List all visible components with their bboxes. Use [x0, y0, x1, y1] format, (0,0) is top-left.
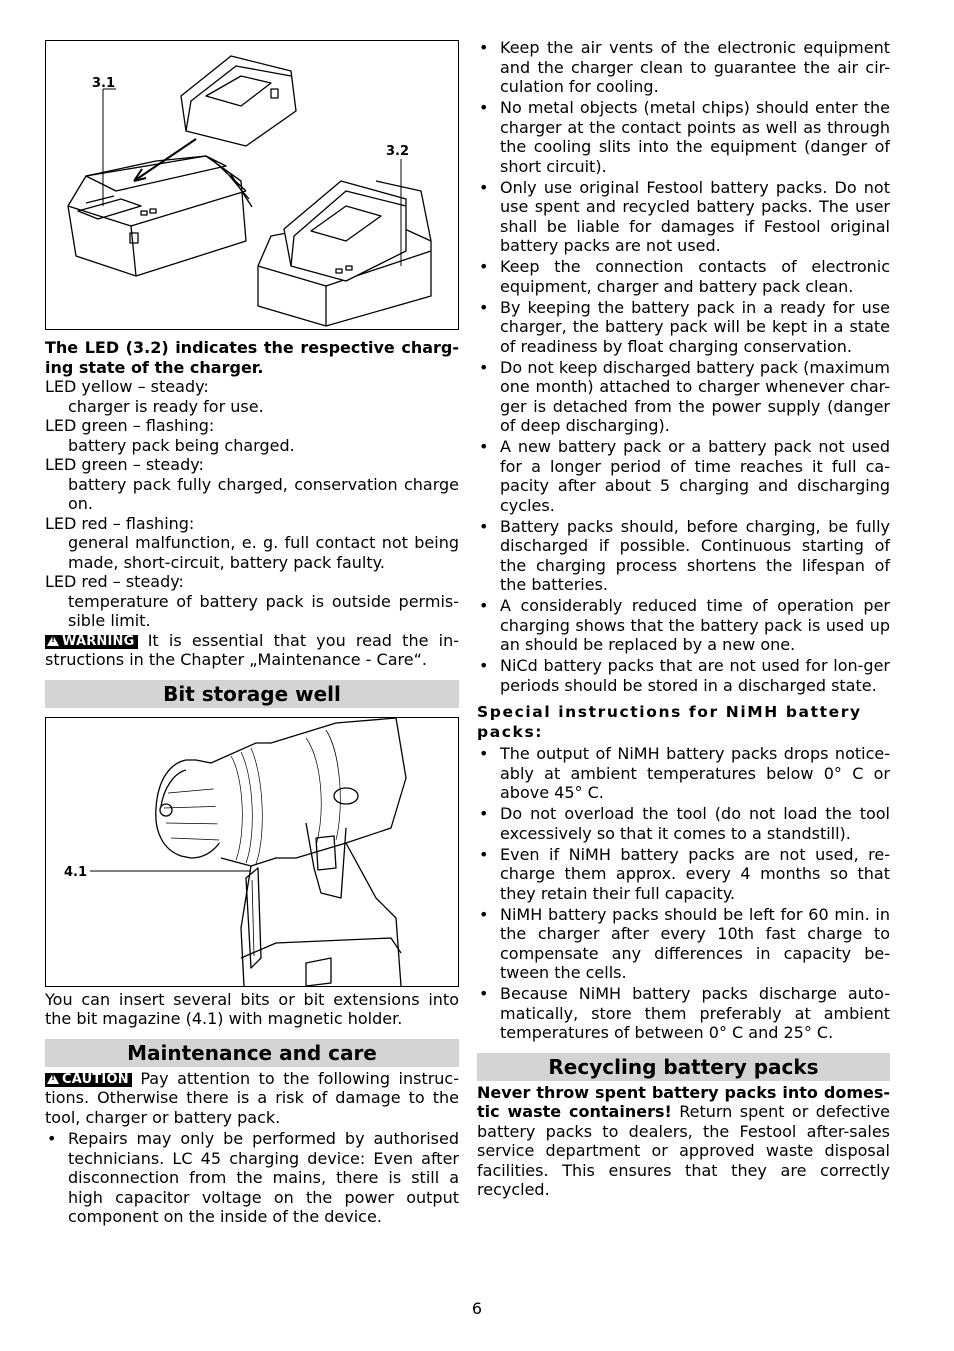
led-state-label: LED green – flashing: — [45, 416, 215, 435]
caution-badge-text: CAUTION — [62, 1071, 129, 1087]
led-state-label: LED red – flashing: — [45, 513, 195, 533]
led-state-desc: battery pack being charged. — [68, 435, 295, 455]
warning-badge-text: WARNING — [62, 633, 135, 649]
drill-figure — [45, 717, 459, 987]
led-state-label: LED green – steady: — [45, 455, 204, 474]
recycling-paragraph — [477, 1083, 890, 1200]
list-item: • NiMH battery packs should be left for 60 min. in the charger after every 10th fast charge to compensate any differences in capacity be-tween the cells. — [477, 905, 890, 983]
drill-illustration — [46, 718, 459, 987]
led-state-list — [45, 377, 459, 631]
led-state-label: LED red – steady: — [45, 572, 184, 591]
led-state-label: LED yellow – steady: — [45, 377, 209, 396]
caution-badge — [45, 1073, 132, 1087]
list-item: • Because NiMH battery packs discharge auto-matically, store them preferably at ambient temperatures of between 0° C and 25° C. — [477, 984, 890, 1043]
caution-text: Pay attention to the following instruc-tions. Otherwise there is a risk of damage to the tool, charger or battery pack. — [45, 1068, 459, 1127]
caution-triangle-icon — [47, 1073, 59, 1084]
list-item: • Only use original Festool battery packs. Do not use spent and recycled battery packs. The user shall be liable for damages if Festool original battery packs are not used. — [477, 178, 890, 256]
list-item: • Do not keep discharged battery pack (maximum one month) attached to charger whenever char-ger is detached from the power supply (danger of deep discharging). — [477, 358, 890, 436]
label-3-1: 3.1 — [92, 76, 116, 91]
charger-figure — [45, 40, 459, 330]
right-column — [477, 38, 890, 1200]
caution-paragraph — [45, 1069, 459, 1128]
led-state-desc: battery pack fully charged, conservation charge on. — [68, 474, 459, 513]
charger-illustration — [46, 41, 459, 330]
label-4-1: 4.1 — [64, 864, 88, 880]
nimh-list — [477, 744, 890, 1043]
list-item: • No metal objects (metal chips) should enter the charger at the contact points as well as through the cooling slits into the equipment (danger of short circuit). — [477, 98, 890, 176]
maintenance-list — [45, 1129, 459, 1227]
recycling-bold-text: Never throw spent battery packs into domes-tic waste containers! — [477, 1082, 890, 1121]
list-item: • A considerably reduced time of operation per charging shows that the battery pack is used up an should be replaced by a new one. — [477, 596, 890, 655]
warning-text: It is essential that you read the in-structions in the Chapter „Maintenance - Care“. — [45, 630, 459, 669]
label-3-2: 3.2 — [386, 144, 410, 159]
list-item: • Keep the connection contacts of electronic equipment, charger and battery pack clean. — [477, 257, 890, 296]
warning-badge — [45, 635, 138, 649]
recycling-heading: Recycling battery packs — [477, 1053, 890, 1081]
list-item: • Repairs may only be performed by authorised technicians. LC 45 charging device: Even after disconnection from the mains, there is still a high capacitor voltage on the power output component on the inside of the device. — [45, 1129, 459, 1227]
maintenance-heading: Maintenance and care — [45, 1039, 459, 1067]
page-number: 6 — [471, 1299, 483, 1318]
list-item: • Battery packs should, before charging, be fully discharged if possible. Continuous starting of the charging process shortens the lifespan of the batteries. — [477, 517, 890, 595]
bit-storage-heading: Bit storage well — [45, 680, 459, 708]
list-item: • By keeping the battery pack in a ready for use charger, the battery pack will be kept in a state of readiness by float charging conservation. — [477, 298, 890, 357]
list-item: • Keep the air vents of the electronic equipment and the charger clean to guarantee the air cir-culation for cooling. — [477, 38, 890, 97]
warning-triangle-icon — [47, 635, 59, 646]
list-item: • Do not overload the tool (do not load the tool excessively so that it comes to a standstill). — [477, 804, 890, 843]
led-state-desc: temperature of battery pack is outside permis-sible limit. — [68, 591, 459, 630]
list-item: • The output of NiMH battery packs drops notice-ably at ambient temperatures below 0° C or above 45° C. — [477, 744, 890, 803]
led-state-desc: general malfunction, e. g. full contact not being made, short-circuit, battery pack faulty. — [68, 533, 459, 572]
led-state-desc: charger is ready for use. — [68, 396, 264, 416]
care-bullet-list — [477, 38, 890, 695]
list-item: • Even if NiMH battery packs are not used, re-charge them approx. every 4 months so that they retain their full capacity. — [477, 845, 890, 904]
led-intro: The LED (3.2) indicates the respective charg-ing state of the charger. — [45, 338, 459, 377]
warning-paragraph — [45, 631, 459, 670]
left-column — [45, 40, 459, 1228]
bit-storage-text: You can insert several bits or bit extensions into the bit magazine (4.1) with magnetic holder. — [45, 989, 459, 1028]
list-item: • A new battery pack or a battery pack not used for a longer period of time reaches it full ca-pacity after about 5 charging and discharging cycles. — [477, 437, 890, 515]
nimh-heading: Special instructions for NiMH battery packs: — [477, 703, 862, 741]
recycling-text: Return spent or defective battery packs to dealers, the Festool after-sales service department or approved waste disposal facilities. This ensures that they are correctly recycled. — [477, 1102, 891, 1199]
list-item: • NiCd battery packs that are not used for lon-ger periods should be stored in a discharged state. — [477, 656, 890, 695]
